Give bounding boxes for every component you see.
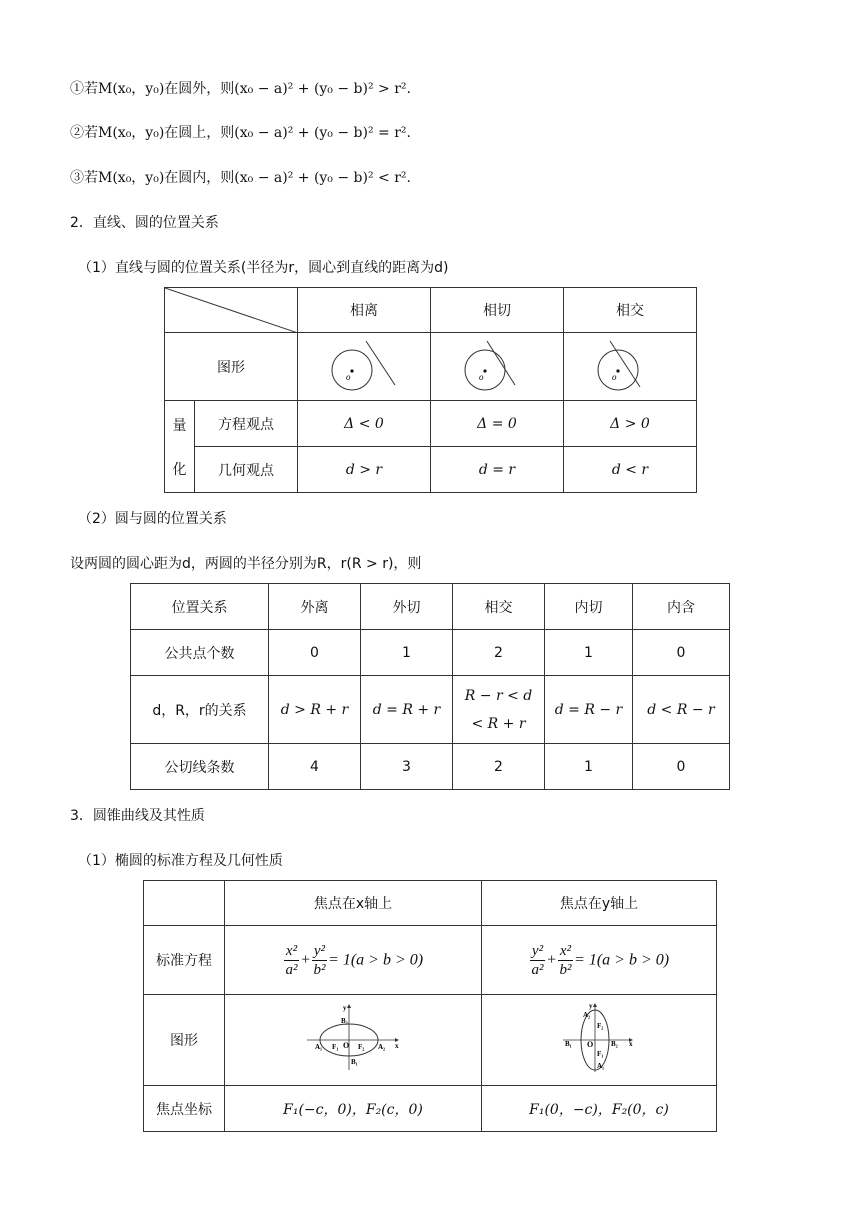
header-focus-x-axis: 焦点在x轴上 bbox=[225, 881, 482, 926]
section-3-sub1: （1）椭圆的标准方程及几何性质 bbox=[78, 853, 283, 869]
circle-line-intersect-figure bbox=[590, 335, 670, 395]
geometry-view-label: 几何观点 bbox=[195, 447, 298, 493]
intro-line-3: ③若M(x₀，y₀)在圆内，则(x₀ − a)² + (y₀ − b)² < r². bbox=[70, 170, 411, 186]
section-2-sub1: （1）直线与圆的位置关系(半径为r，圆心到直线的距离为d) bbox=[78, 260, 449, 276]
svg-text:F₁: F₁ bbox=[597, 1050, 604, 1058]
t2-header-internal-tangent: 内切 bbox=[545, 584, 633, 630]
t2-common-points-value: 1 bbox=[545, 630, 633, 676]
geo-view-intersect: d < r bbox=[564, 447, 697, 493]
frac-x2-b2: $\frac{\text{x²}}{\text{b²}}$ bbox=[559, 942, 572, 978]
header-separate: 相离 bbox=[298, 288, 431, 333]
frac-y2-b2: $\frac{\text{y²}}{\text{b²}}$ bbox=[313, 942, 326, 978]
ellipse-vertical-figure bbox=[559, 1000, 639, 1076]
focus-x-coordinates: F₁(−c，0)，F₂(c，0) bbox=[225, 1086, 482, 1132]
svg-text:B₂: B₂ bbox=[611, 1040, 618, 1048]
svg-text:F₁: F₁ bbox=[332, 1043, 339, 1051]
t2-relation-value bbox=[453, 676, 545, 744]
intro-line-1: ①若M(x₀，y₀)在圆外，则(x₀ − a)² + (y₀ − b)² > r². bbox=[70, 81, 411, 97]
figure-tangent bbox=[431, 333, 564, 401]
eq-view-intersect: Δ > 0 bbox=[564, 401, 697, 447]
frac-x2-a2: $\frac{\text{x²}}{\text{a²}}$ bbox=[285, 942, 298, 978]
svg-text:y: y bbox=[589, 1002, 593, 1010]
svg-text:O: O bbox=[343, 1041, 350, 1050]
t2-common-points-value: 1 bbox=[361, 630, 453, 676]
t2-common-points-value: 0 bbox=[633, 630, 730, 676]
header-intersect: 相交 bbox=[564, 288, 697, 333]
figure-label: 图形 bbox=[165, 333, 298, 401]
eq-view-separate: Δ < 0 bbox=[298, 401, 431, 447]
t2-relation-value: d = R − r bbox=[545, 676, 633, 744]
t2-relation-intersect-line1: R − r < d bbox=[464, 687, 533, 704]
section-2-intro2: 设两圆的圆心距为d，两圆的半径分别为R，r(R > r)，则 bbox=[70, 556, 422, 572]
svg-text:x: x bbox=[629, 1040, 633, 1048]
equation-y-focus: $\frac{\text{y²}}{\text{a²}}$ + $\frac{\text{x²}}{\text{b²}}$ = 1(a > b > 0) bbox=[482, 926, 717, 995]
circle-line-tangent-figure bbox=[457, 335, 537, 395]
focus-coordinate-label: 焦点坐标 bbox=[144, 1086, 225, 1132]
equation-view-label: 方程观点 bbox=[195, 401, 298, 447]
section-2-heading: 2．直线、圆的位置关系 bbox=[70, 215, 219, 231]
equation-x-focus: $\frac{\text{x²}}{\text{a²}}$ + $\frac{\text{y²}}{\text{b²}}$ = 1(a > b > 0) bbox=[225, 926, 482, 995]
t2-tangent-lines-value: 1 bbox=[545, 744, 633, 790]
frac-y2-a2: $\frac{\text{y²}}{\text{a²}}$ bbox=[531, 942, 544, 978]
ellipse-corner-cell bbox=[144, 881, 225, 926]
diagonal-header-cell bbox=[165, 288, 298, 333]
diagonal-line bbox=[165, 288, 298, 333]
svg-text:A₁: A₁ bbox=[597, 1062, 605, 1070]
eq-x-tail: = 1(a > b > 0) bbox=[328, 951, 424, 968]
t2-tangent-lines-label: 公切线条数 bbox=[131, 744, 269, 790]
svg-text:y: y bbox=[343, 1004, 347, 1012]
geo-view-tangent: d = r bbox=[431, 447, 564, 493]
t2-relation-value: d > R + r bbox=[269, 676, 361, 744]
t2-header-contained: 内含 bbox=[633, 584, 730, 630]
eq-y-tail: = 1(a > b > 0) bbox=[574, 951, 670, 968]
quantify-label bbox=[165, 401, 195, 493]
line-circle-table bbox=[164, 287, 697, 493]
svg-text:O: O bbox=[587, 1040, 594, 1049]
svg-text:A₁: A₁ bbox=[315, 1043, 323, 1051]
svg-text:A₂: A₂ bbox=[378, 1043, 386, 1051]
t2-relation-label: d，R，r的关系 bbox=[131, 676, 269, 744]
t2-tangent-lines-value: 0 bbox=[633, 744, 730, 790]
t2-relation-value: d = R + r bbox=[361, 676, 453, 744]
ellipse-table bbox=[143, 880, 717, 1132]
svg-text:B₂: B₂ bbox=[341, 1017, 348, 1025]
t2-tangent-lines-value: 3 bbox=[361, 744, 453, 790]
t2-header-relation: 位置关系 bbox=[131, 584, 269, 630]
figure-separate bbox=[298, 333, 431, 401]
t2-common-points-value: 2 bbox=[453, 630, 545, 676]
ellipse-x-figure-cell bbox=[225, 995, 482, 1086]
t2-header-external-tangent: 外切 bbox=[361, 584, 453, 630]
ellipse-horizontal-figure bbox=[303, 1002, 403, 1074]
circle-line-separate-figure bbox=[324, 335, 404, 395]
svg-text:A₂: A₂ bbox=[583, 1011, 591, 1019]
t2-relation-intersect-line2: < R + r bbox=[471, 715, 526, 732]
quantify-label-top: 量 bbox=[172, 417, 187, 434]
t2-tangent-lines-value: 2 bbox=[453, 744, 545, 790]
svg-text:o: o bbox=[346, 371, 351, 382]
t2-common-points-label: 公共点个数 bbox=[131, 630, 269, 676]
standard-equation-label: 标准方程 bbox=[144, 926, 225, 995]
ellipse-y-figure-cell bbox=[482, 995, 717, 1086]
figure-intersect bbox=[564, 333, 697, 401]
t2-common-points-value: 0 bbox=[269, 630, 361, 676]
section-2-sub2: （2）圆与圆的位置关系 bbox=[78, 511, 227, 527]
svg-text:F₂: F₂ bbox=[358, 1043, 365, 1051]
svg-text:F₂: F₂ bbox=[597, 1022, 604, 1030]
t2-header-intersect: 相交 bbox=[453, 584, 545, 630]
focus-y-coordinates: F₁(0，−c)，F₂(0，c) bbox=[482, 1086, 717, 1132]
svg-text:o: o bbox=[612, 371, 617, 382]
svg-text:x: x bbox=[395, 1042, 399, 1050]
intro-line-2: ②若M(x₀，y₀)在圆上，则(x₀ − a)² + (y₀ − b)² = r². bbox=[70, 125, 411, 141]
svg-text:B₁: B₁ bbox=[351, 1058, 358, 1066]
eq-view-tangent: Δ = 0 bbox=[431, 401, 564, 447]
geo-view-separate: d > r bbox=[298, 447, 431, 493]
svg-text:B₁: B₁ bbox=[565, 1040, 572, 1048]
section-3-heading: 3．圆锥曲线及其性质 bbox=[70, 808, 205, 824]
t2-tangent-lines-value: 4 bbox=[269, 744, 361, 790]
t2-relation-value: d < R − r bbox=[633, 676, 730, 744]
svg-text:o: o bbox=[479, 371, 484, 382]
quantify-label-bottom: 化 bbox=[172, 461, 187, 478]
header-tangent: 相切 bbox=[431, 288, 564, 333]
circle-circle-table bbox=[130, 583, 730, 790]
header-focus-y-axis: 焦点在y轴上 bbox=[482, 881, 717, 926]
t2-header-external-separate: 外离 bbox=[269, 584, 361, 630]
figure-label-ellipse: 图形 bbox=[144, 995, 225, 1086]
